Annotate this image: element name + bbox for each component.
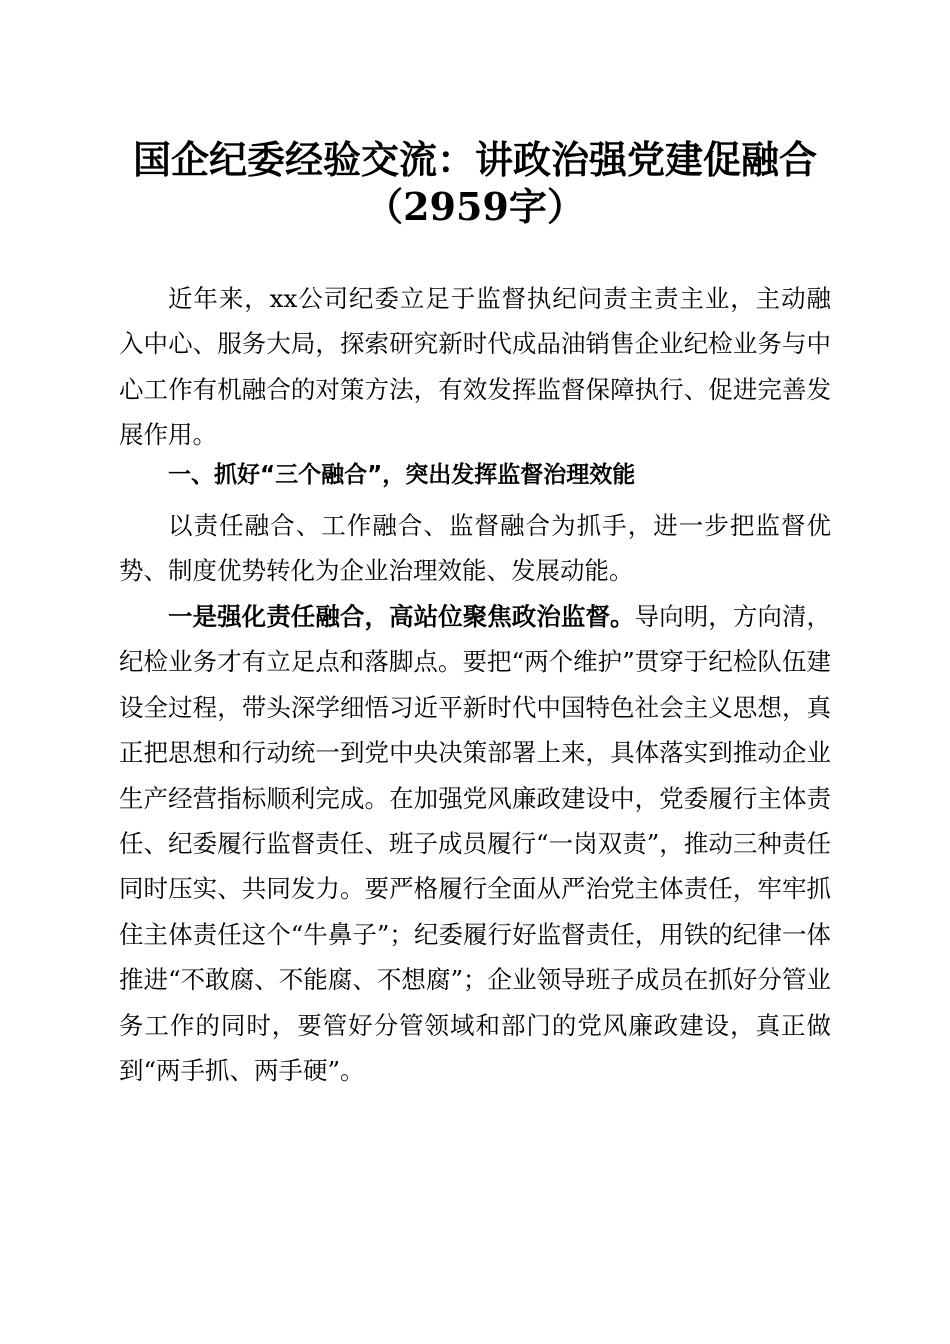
paragraph-section-intro: 以责任融合、工作融合、监督融合为抓手，进一步把监督优势、制度优势转化为企业治理效能、发展动能。	[119, 511, 831, 586]
paragraph-intro: 近年来，xx公司纪委立足于监督执纪问责主责主业，主动融入中心、服务大局，探索研究新时代成品油销售企业纪检业务与中心工作有机融合的对策方法，有效发挥监督保障执行、促进完善发展作用。	[119, 284, 831, 450]
paragraph-responsibility-integration	[119, 594, 831, 1093]
paragraph-body-text: 导向明，方向清，纪检业务才有立足点和落脚点。要把“两个维护”贯穿于纪检队伍建设全过程，带头深学细悟习近平新时代中国特色社会主义思想，真正把思想和行动统一到党中央决策部署上来，具体落实到推动企业生产经营指标顺利完成。在加强党风廉政建设中，党委履行主体责任、纪委履行监督责任、班子成员履行“一岗双责”，推动三种责任同时压实、共同发力。要严格履行全面从严治党主体责任，牢牢抓住主体责任这个“牛鼻子”；纪委履行好监督责任，用铁的纪律一体推进“不敢腐、不能腐、不想腐”；企业领导班子成员在抓好分管业务工作的同时，要管好分管领域和部门的党风廉政建设，真正做到“两手抓、两手硬”。	[119, 602, 832, 1086]
document-word-count: （2959字）	[365, 184, 585, 229]
document-title: 国企纪委经验交流：讲政治强党建促融合	[132, 137, 817, 182]
section-heading-1: 一、抓好“三个融合”，突出发挥监督治理效能	[168, 462, 636, 488]
paragraph-lead-sentence: 一是强化责任融合，高站位聚焦政治监督。	[168, 602, 635, 631]
